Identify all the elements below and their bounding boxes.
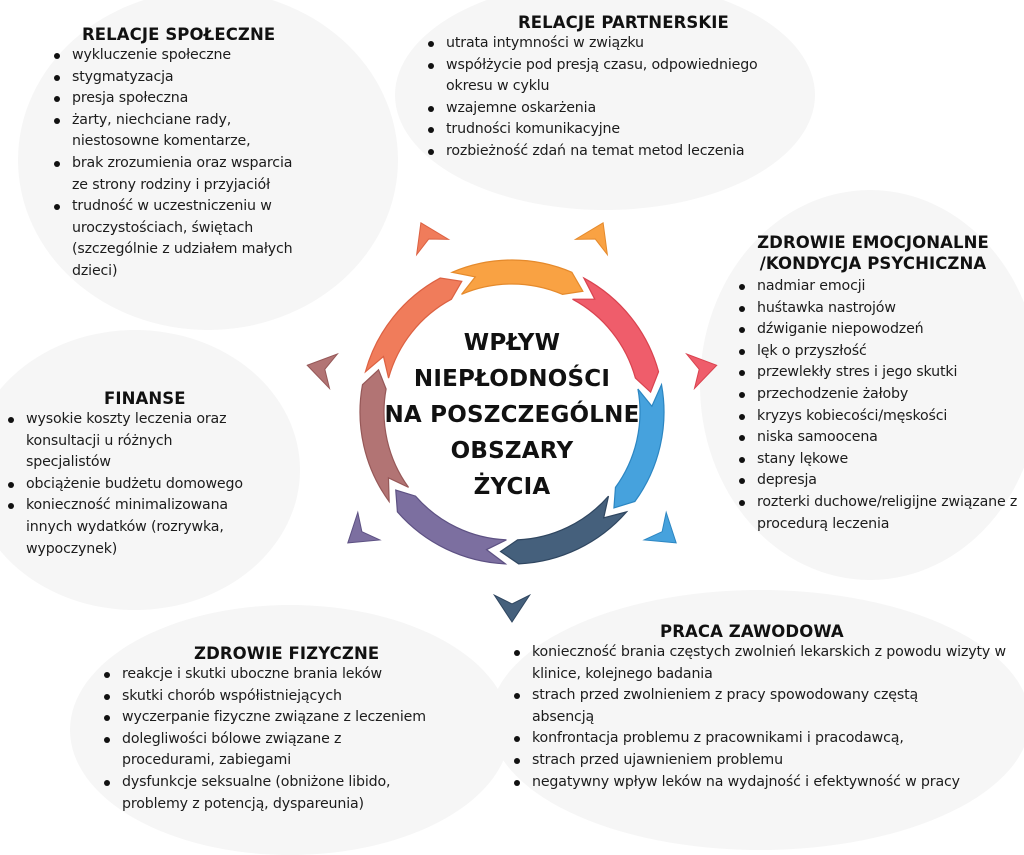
list-item: konfrontacja problemu z pracownikami i pracodawcą, [510,728,1015,750]
list-item: wzajemne oskarżenia [424,98,794,120]
section-list [4,409,294,560]
center-title-line: ŻYCIA [473,474,551,500]
section-relacje-spoleczne [50,24,320,283]
list-item: przewlekły stres i jego skutki [735,362,1015,384]
arrowhead-icon [687,354,717,388]
list-item: reakcje i skutki uboczne brania leków [100,664,480,686]
list-item: przechodzenie żałoby [735,384,1015,406]
list-item: dźwiganie niepowodzeń [735,319,1015,341]
list-item: skutki chorób współistniejących [100,686,480,708]
arrowhead-icon [644,512,676,543]
arrowhead-icon [348,512,380,543]
arrowhead-icon [417,223,449,255]
list-item: konieczność minimalizowana innych wydatków (rozrywka, wypoczynek) [4,495,266,560]
section-title: FINANSE [104,389,186,408]
list-item: wykluczenie społeczne [50,45,320,67]
list-item: rozbieżność zdań na temat metod leczenia [424,141,794,163]
arrowhead-icon [576,223,608,255]
list-item: depresja [735,470,1015,492]
list-item: dysfunkcje seksualne (obniżone libido, problemy z potencją, dyspareunia) [100,772,442,815]
list-item: rozterki duchowe/religijne związane z procedurą leczenia [735,492,1022,535]
section-relacje-partnerskie [424,12,794,163]
section-title: RELACJE PARTNERSKIE [518,13,729,32]
list-item: trudności komunikacyjne [424,119,794,141]
center-title-line: OBSZARY [450,438,574,464]
list-item: strach przed zwolnieniem z pracy spowodowany częstą absencją [510,685,972,728]
list-item: dolegliwości bólowe związane z procedurami, zabiegami [100,729,382,772]
section-title-line: /KONDYCJA PSYCHICZNA [759,254,987,273]
ring-segment-praca-zawodowa [501,496,627,564]
list-item: lęk o przyszłość [735,341,1015,363]
section-finanse [4,388,294,560]
list-item: brak zrozumienia oraz wsparcia ze strony rodziny i przyjaciół [50,153,304,196]
list-item: współżycie pod presją czasu, odpowiedniego okresu w cyklu [424,55,791,98]
list-item: konieczność brania częstych zwolnień lekarskich z powodu wizyty w klinice, kolejnego badania [510,642,1007,685]
section-list [424,33,794,163]
section-list [735,276,1018,535]
list-item: żarty, niechciane rady, niestosowne komentarze, [50,110,292,153]
list-item: stygmatyzacja [50,67,320,89]
list-item: nadmiar emocji [735,276,1015,298]
section-title: ZDROWIE FIZYCZNE [194,644,380,663]
section-list [100,664,480,815]
ring-segment-relacje-partnerskie [452,260,583,294]
list-item: wyczerpanie fizyczne związane z leczeniem [100,707,480,729]
center-title-line: NIEPŁODNOŚCI [413,366,611,392]
list-item: negatywny wpływ leków na wydajność i efektywność w pracy [510,772,1024,794]
list-item: strach przed ujawnieniem problemu [510,750,1015,772]
list-item: trudność w uczestniczeniu w uroczystościach, świętach (szczególnie z udziałem małych dzieci) [50,196,337,282]
section-list [510,642,1015,793]
list-item: presja społeczna [50,88,320,110]
section-title: PRACA ZAWODOWA [660,622,844,641]
section-list [50,45,320,283]
arrowhead-icon [307,354,337,388]
center-title-line: NA POSZCZEGÓLNE [384,402,640,428]
list-item: huśtawka nastrojów [735,298,1015,320]
list-item: niska samoocena [735,427,1015,449]
center-title [362,325,662,505]
section-praca-zawodowa [510,621,1015,793]
center-title-line: WPŁYW [463,330,561,356]
list-item: obciążenie budżetu domowego [4,474,294,496]
list-item: utrata intymności w związku [424,33,794,55]
section-title [739,232,1007,274]
section-zdrowie-fizyczne [100,643,480,815]
section-zdrowie-emocjonalne [735,232,1018,535]
section-title: RELACJE SPOŁECZNE [82,25,276,44]
list-item: kryzys kobiecości/męskości [735,406,1015,428]
section-title-line: ZDROWIE EMOCJONALNE [757,233,989,252]
arrowhead-icon [494,595,529,622]
list-item: wysokie koszty leczenia oraz konsultacji u różnych specjalistów [4,409,251,474]
list-item: stany lękowe [735,449,1015,471]
